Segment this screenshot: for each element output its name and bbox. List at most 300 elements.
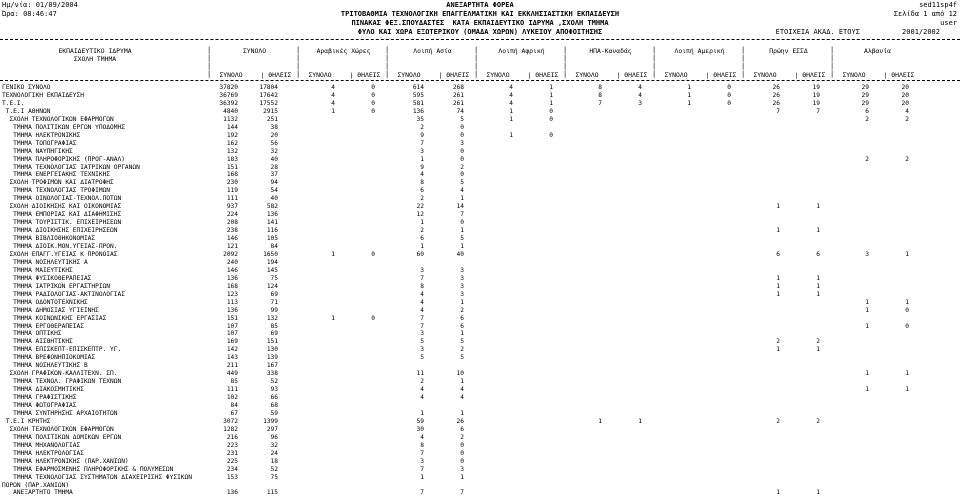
table-row: [0, 132, 960, 140]
cell-value: 5: [460, 179, 464, 187]
table-row: [0, 299, 960, 307]
cell-value: 56: [270, 139, 278, 147]
cell-value: 449: [226, 370, 238, 378]
row-label: ΤΜΗΜΑ ΤΕΧΝΟΛΟΓΙΑΣ ΤΡΟΦΙΜΩΝ: [2, 187, 111, 195]
cell-value: 29: [861, 91, 869, 99]
cell-value: 68: [270, 402, 278, 409]
cell-value: 60: [416, 250, 424, 258]
cell-value: 1: [420, 155, 424, 163]
cell-value: 37820: [219, 84, 238, 91]
cell-value: 4: [331, 91, 335, 99]
column-divider: | | | |: [563, 46, 568, 78]
column-divider: | | | |: [296, 46, 301, 78]
row-label: ΣΧΟΛΗ ΤΡΟΦΙΜΩΝ ΚΑΙ ΔΙΑΤΡΟΦΗΣ: [2, 179, 114, 187]
table-row: [0, 259, 960, 267]
cell-value: 2: [816, 417, 820, 425]
group-header-0: ΣΥΝΟΛΟ: [242, 47, 267, 55]
table-row: [0, 458, 960, 466]
row-label: ΤΜΗΜΑ ΔΙΟΙΚΗΣΗΣ ΕΠΙΧΕΙΡΗΣΕΩΝ: [2, 227, 118, 235]
cell-value: 1: [460, 378, 464, 386]
cell-value: 59: [270, 409, 278, 417]
cell-value: 3: [420, 346, 424, 354]
table-row: [0, 346, 960, 354]
row-label: ΤΜΗΜΑ ΗΛΕΚΤΡΟΛΟΓΙΑΣ: [2, 449, 84, 457]
cell-value: 1: [905, 250, 909, 258]
cell-value: 0: [460, 123, 464, 131]
cell-value: 3: [420, 457, 424, 465]
cell-value: 1: [816, 227, 820, 235]
sub-header-total: ΣΥΝΟΛΟ: [575, 71, 599, 79]
cell-value: 4: [420, 433, 424, 441]
table-row: [0, 156, 960, 164]
cell-value: 1: [776, 282, 780, 290]
cell-value: 1: [598, 417, 602, 425]
cell-value: 1: [331, 314, 335, 322]
report-code: sed11sp4f: [919, 1, 957, 9]
cell-value: 0: [371, 314, 375, 322]
table-row: [0, 251, 960, 259]
cell-value: 3: [638, 99, 642, 107]
cell-value: 59: [416, 417, 424, 425]
cell-value: 20: [901, 91, 909, 99]
cell-value: 937: [226, 203, 238, 211]
cell-value: 24: [270, 449, 278, 457]
cell-value: 132: [266, 314, 278, 322]
row-label: ΠΟΡΩΝ (ΠΑΡ.ΧΑΝΙΩΝ): [2, 481, 70, 489]
cell-value: 107: [226, 330, 238, 338]
cell-value: 6: [420, 235, 424, 243]
cell-value: 1: [509, 131, 513, 139]
cell-value: 192: [226, 131, 238, 139]
table-row: [0, 100, 960, 108]
group-header-5: Λοιπή Αμερική: [674, 47, 725, 55]
table-row: [0, 354, 960, 362]
cell-value: 84: [230, 402, 238, 409]
cell-value: 7: [420, 274, 424, 282]
cell-value: 7: [776, 107, 780, 115]
cell-value: 7: [460, 489, 464, 497]
cell-value: 85: [230, 378, 238, 386]
table-row: [0, 267, 960, 275]
sub-header-female: | ΘΗΛΕΙΣ: [883, 71, 915, 79]
cell-value: 230: [226, 179, 238, 187]
academic-year: ΕΤΟΙΧΕΙΑ ΑΚΑΔ. ΕΤΟΥΣ 2001/2002: [775, 28, 940, 36]
user-name: user: [940, 19, 957, 27]
row-label: ΤΜΗΜΑ ΔΙΑΚΟΣΜΗΤΙΚΗΣ: [2, 386, 84, 394]
cell-value: 0: [460, 457, 464, 465]
cell-value: 1132: [223, 115, 238, 123]
cell-value: 1: [420, 473, 424, 481]
cell-value: 168: [226, 171, 238, 179]
cell-value: 3: [420, 330, 424, 338]
cell-value: 5: [420, 354, 424, 362]
cell-value: 582: [266, 203, 278, 211]
row-label: ΤΜΗΜΑ ΗΛΕΚΤΡΟΝΙΚΗΣ: [2, 131, 81, 139]
column-divider: | | | |: [385, 46, 390, 78]
cell-value: 40: [270, 155, 278, 163]
table-row: [0, 140, 960, 148]
cell-value: 1: [816, 489, 820, 497]
row-label: ΤΜΗΜΑ ΜΗΧΑΝΟΛΟΓΙΑΣ: [2, 441, 81, 449]
cell-value: 183: [226, 155, 238, 163]
cell-value: 111: [226, 386, 238, 394]
cell-value: 2: [420, 195, 424, 203]
cell-value: 17804: [259, 84, 278, 91]
cell-value: 85: [270, 322, 278, 330]
cell-value: 1: [865, 306, 869, 314]
cell-value: 3072: [223, 417, 238, 425]
cell-value: 153: [226, 473, 238, 481]
table-row: [0, 275, 960, 283]
row-label: ΣΧΟΛΗ ΓΡΑΦΙΚΩΝ-ΚΑΛΛΙΤΕΧΝ. ΣΠ.: [2, 370, 118, 378]
cell-value: 11: [416, 370, 424, 378]
cell-value: 146: [226, 266, 238, 274]
cell-value: 1: [460, 409, 464, 417]
table-row: [0, 211, 960, 219]
sub-header-female: | ΘΗΛΕΙΣ: [527, 71, 559, 79]
row-label: Τ.Ε.Ι ΑΘΗΝΩΝ: [2, 107, 51, 115]
cell-value: 1: [905, 370, 909, 378]
cell-value: 4840: [223, 107, 238, 115]
group-header-2: Λοιπή Ασία: [413, 47, 452, 55]
cell-value: 169: [226, 338, 238, 346]
row-label: ΤΜΗΜΑ ΦΩΤΟΓΡΑΦΙΑΣ: [2, 402, 77, 409]
row-label: ΤΜΗΜΑ ΓΡΑΦΙΣΤΙΚΗΣ: [2, 394, 77, 402]
cell-value: 3: [420, 147, 424, 155]
table-row: [0, 195, 960, 203]
cell-value: 2092: [223, 250, 238, 258]
cell-value: 7: [420, 322, 424, 330]
cell-value: 6: [460, 425, 464, 433]
sub-header-female: | ΘΗΛΕΙΣ: [438, 71, 470, 79]
cell-value: 69: [270, 290, 278, 298]
cell-value: 0: [727, 91, 731, 99]
cell-value: 22: [416, 203, 424, 211]
cell-value: 216: [226, 433, 238, 441]
table-row: [0, 426, 960, 434]
cell-value: 1: [460, 330, 464, 338]
cell-value: 1: [331, 107, 335, 115]
row-label: ΤΜΗΜΑ ΝΟΣΗΛΕΥΤΙΚΗΣ Β: [2, 362, 88, 370]
group-header-7: Αλβανία: [864, 47, 891, 55]
cell-value: 124: [266, 282, 278, 290]
cell-value: 54: [270, 187, 278, 195]
cell-value: 146: [226, 235, 238, 243]
cell-value: 74: [456, 107, 464, 115]
cell-value: 1: [549, 91, 553, 99]
cell-value: 20: [270, 131, 278, 139]
table-row: [0, 227, 960, 235]
cell-value: 194: [266, 258, 278, 266]
cell-value: 151: [226, 163, 238, 171]
row-label: ΤΜΗΜΑ ΑΙΣΘΗΤΙΚΗΣ: [2, 338, 73, 346]
row-label: ΤΕΧΝΟΛΟΓΙΚΗ ΕΚΠΑΙΔΕΥΣΗ: [2, 91, 84, 99]
cell-value: 1: [509, 115, 513, 123]
cell-value: 581: [412, 99, 424, 107]
cell-value: 162: [226, 139, 238, 147]
table-row: [0, 378, 960, 386]
print-date: Ημ/νία: 01/09/2004: [2, 1, 78, 9]
print-time: Ώρα: 08:46:47: [2, 10, 57, 18]
cell-value: 5: [460, 354, 464, 362]
cell-value: 268: [452, 84, 464, 91]
table-row: [0, 235, 960, 243]
sub-header-total: ΣΥΝΟΛΟ: [664, 71, 688, 79]
row-label: ΤΜΗΜΑ ΚΟΙΝΩΝΙΚΗΣ ΕΡΓΑΣΙΑΣ: [2, 314, 107, 322]
table-row: [0, 362, 960, 370]
table-row: [0, 402, 960, 410]
row-label: ΤΜΗΜΑ ΠΟΛΙΤΙΚΩΝ ΕΡΓΩΝ ΥΠΟΔΟΜΗΣ: [2, 123, 125, 131]
cell-value: 4: [509, 84, 513, 91]
cell-value: 7: [420, 314, 424, 322]
cell-value: 4: [420, 394, 424, 402]
table-row: [0, 330, 960, 338]
cell-value: 139: [266, 354, 278, 362]
cell-value: 3: [420, 266, 424, 274]
cell-value: 116: [266, 227, 278, 235]
cell-value: 0: [460, 131, 464, 139]
cell-value: 0: [460, 171, 464, 179]
cell-value: 0: [460, 147, 464, 155]
column-school-label: ΣΧΟΛΗ ΤΜΗΜΑ: [73, 55, 117, 63]
sub-header-total: ΣΥΝΟΛΟ: [842, 71, 866, 79]
row-label: ΣΧΟΛΗ ΤΕΧΝΟΛΟΓΙΚΩΝ ΕΦΑΡΜΟΓΩΝ: [2, 115, 114, 123]
row-label: ΤΜΗΜΑ ΤΕΧΝΟΛ. ΓΡΑΦΙΚΩΝ ΤΕΧΝΩΝ: [2, 378, 122, 386]
cell-value: 167: [266, 362, 278, 370]
cell-value: 40: [270, 195, 278, 203]
cell-value: 19: [812, 84, 820, 91]
cell-value: 0: [549, 107, 553, 115]
cell-value: 151: [226, 314, 238, 322]
cell-value: 26: [772, 84, 780, 91]
table-row: [0, 124, 960, 132]
report-subtitle: ΠΙΝΑΚΑΣ ΦΕΞ.ΣΠΟΥΔΑΣΤΕΣ ΚΑΤΑ ΕΚΠΑΙΔΕΥΤΙΚΟ ΙΔΡΥΜΑ ,ΣΧΟΛΗ ΤΜΗΜΑ: [351, 19, 609, 27]
cell-value: 1: [865, 370, 869, 378]
cell-value: 225: [226, 457, 238, 465]
cell-value: 1: [816, 282, 820, 290]
cell-value: 6: [865, 107, 869, 115]
table-row: [0, 148, 960, 156]
row-label: ΤΜΗΜΑ ΣΥΝΤΗΡΗΣΗΣ ΑΡΧΑΙΟΤΗΤΩΝ: [2, 409, 118, 417]
row-label: ΤΜΗΜΑ ΤΟΥΡΙΣΤΙΚ. ΕΠΙΧΕΙΡΗΣΕΩΝ: [2, 219, 122, 227]
row-label: ΤΜΗΜΑ ΔΙΟΙΚ.ΜΟΝ.ΥΓΕΙΑΣ-ΠΡΟΝ.: [2, 243, 118, 250]
cell-value: 1: [776, 346, 780, 354]
table-row: [0, 442, 960, 450]
table-row: [0, 315, 960, 323]
report-title: ΤΡΙΤΟΒΑΘΜΙΑ ΤΕΧΝΟΛΟΓΙΚΗ ΕΠΑΓΓΕΛΜΑΤΙΚΗ ΚΑΙ ΕΚΚΛΗΣΙΑΣΤΙΚΗ ΕΚΠΑΙΔΕΥΣΗ: [340, 10, 620, 18]
cell-value: 102: [226, 394, 238, 402]
row-label: ΤΜΗΜΑ ΔΗΜΟΣΙΑΣ ΥΓΙΕΙΝΗΣ: [2, 306, 99, 314]
row-label: ΤΜΗΜΑ ΕΠΙΣΚΕΠΤ-ΕΠΙΣΚΕΠΤΡ. ΥΓ.: [2, 346, 122, 354]
cell-value: 2: [776, 338, 780, 346]
cell-value: 261: [452, 91, 464, 99]
cell-value: 19: [812, 99, 820, 107]
cell-value: 614: [412, 84, 424, 91]
cell-value: 8: [598, 84, 602, 91]
cell-value: 94: [270, 179, 278, 187]
cell-value: 224: [226, 211, 238, 219]
column-divider: | | | |: [741, 46, 746, 78]
cell-value: 3: [460, 465, 464, 473]
cell-value: 5: [420, 338, 424, 346]
cell-value: 4: [420, 386, 424, 394]
cell-value: 1: [509, 107, 513, 115]
cell-value: 32: [270, 147, 278, 155]
cell-value: 4: [331, 84, 335, 91]
cell-value: 1: [776, 489, 780, 497]
sub-header-female: | ΘΗΛΕΙΣ: [260, 71, 292, 79]
cell-value: 595: [412, 91, 424, 99]
table-row: [0, 187, 960, 195]
row-label: ΤΜΗΜΑ ΒΙΒΛΙΟΘΗΚΟΝΟΜΙΑΣ: [2, 235, 96, 243]
cell-value: 1: [776, 274, 780, 282]
cell-value: 7: [420, 449, 424, 457]
cell-value: 142: [226, 346, 238, 354]
table-row: [0, 243, 960, 251]
cell-value: 84: [270, 243, 278, 250]
column-divider: | | | |: [207, 46, 212, 78]
cell-value: 240: [226, 258, 238, 266]
cell-value: 18: [270, 457, 278, 465]
table-row: [0, 179, 960, 187]
table-row: [0, 323, 960, 331]
cell-value: 29: [861, 84, 869, 91]
cell-value: 0: [905, 322, 909, 330]
cell-value: 2915: [263, 107, 278, 115]
cell-value: 2: [865, 155, 869, 163]
row-label: ΤΜΗΜΑ ΟΙΝΟΛΟΓΙΑΣ-ΤΕΧΝΟΛ.ΠΟΤΩΝ: [2, 195, 122, 203]
cell-value: 143: [226, 354, 238, 362]
cell-value: 136: [412, 107, 424, 115]
cell-value: 4: [420, 171, 424, 179]
column-divider: | | | |: [652, 46, 657, 78]
cell-value: 1: [420, 409, 424, 417]
table-row: [0, 171, 960, 179]
cell-value: 0: [549, 115, 553, 123]
cell-value: 1: [549, 84, 553, 91]
table-row: [0, 283, 960, 291]
row-label: ΤΜΗΜΑ ΤΟΠΟΓΡΑΦΙΑΣ: [2, 139, 77, 147]
table-row: [0, 394, 960, 402]
sub-header-female: | ΘΗΛΕΙΣ: [705, 71, 737, 79]
cell-value: 1: [905, 298, 909, 306]
cell-value: 32: [270, 441, 278, 449]
cell-value: 1: [776, 227, 780, 235]
cell-value: 1: [460, 227, 464, 235]
cell-value: 40: [456, 250, 464, 258]
cell-value: 2: [905, 155, 909, 163]
row-label: ΤΜΗΜΑ ΕΜΠΟΡΙΑΣ ΚΑΙ ΔΙΑΦΗΜΙΣΗΣ: [2, 211, 122, 219]
row-label: ΤΜΗΜΑ ΟΔΟΝΤΟΤΕΧΝΙΚΗΣ: [2, 298, 88, 306]
cell-value: 14: [456, 203, 464, 211]
cell-value: 261: [452, 99, 464, 107]
cell-value: 0: [371, 84, 375, 91]
cell-value: 1: [460, 473, 464, 481]
table-row: [0, 450, 960, 458]
cell-value: 9: [420, 131, 424, 139]
cell-value: 0: [460, 441, 464, 449]
cell-value: 7: [420, 139, 424, 147]
cell-value: 2: [420, 123, 424, 131]
table-row: [0, 370, 960, 378]
data-table: [0, 84, 960, 497]
cell-value: 12: [416, 211, 424, 219]
cell-value: 0: [371, 99, 375, 107]
cell-value: 1: [420, 219, 424, 227]
cell-value: 69: [270, 330, 278, 338]
row-label: Τ.Ε.Ι.: [2, 99, 25, 107]
cell-value: 121: [226, 243, 238, 250]
cell-value: 136: [266, 211, 278, 219]
cell-value: 0: [905, 306, 909, 314]
row-label: ΓΕΝΙΚΟ ΣΥΝΟΛΟ: [2, 84, 51, 91]
cell-value: 136: [226, 306, 238, 314]
cell-value: 38: [270, 123, 278, 131]
cell-value: 119: [226, 187, 238, 195]
cell-value: 3: [460, 290, 464, 298]
cell-value: 4: [460, 386, 464, 394]
row-label: Τ.Ε.Ι ΚΡΗΤΗΣ: [2, 417, 51, 425]
cell-value: 3: [460, 282, 464, 290]
cell-value: 1: [816, 274, 820, 282]
cell-value: 2: [460, 346, 464, 354]
row-label: ΑΝΕΞΑΡΤΗΤΟ ΤΜΗΜΑ: [2, 489, 73, 497]
table-row: [0, 108, 960, 116]
separator-top: [0, 39, 960, 40]
cell-value: 1650: [263, 250, 278, 258]
cell-value: 168: [226, 282, 238, 290]
table-row: [0, 338, 960, 346]
cell-value: 4: [638, 91, 642, 99]
row-label: ΤΜΗΜΑ ΜΑΙΕΥΤΙΚΗΣ: [2, 266, 73, 274]
row-label: ΤΜΗΜΑ ΦΥΣΙΚΟΘΕΡΑΠΕΙΑΣ: [2, 274, 92, 282]
cell-value: 0: [371, 107, 375, 115]
group-header-4: ΗΠΑ-Καναδάς: [589, 47, 632, 55]
table-row: [0, 307, 960, 315]
table-row: [0, 410, 960, 418]
cell-value: 0: [371, 250, 375, 258]
cell-value: 145: [266, 266, 278, 274]
cell-value: 4: [420, 298, 424, 306]
sub-header-female: | ΘΗΛΕΙΣ: [349, 71, 381, 79]
cell-value: 1: [865, 386, 869, 394]
row-label: ΤΜΗΜΑ ΙΑΤΡΙΚΩΝ ΕΡΓΑΣΤΗΡΙΩΝ: [2, 282, 111, 290]
cell-value: 8: [598, 91, 602, 99]
cell-value: 141: [266, 219, 278, 227]
cell-value: 52: [270, 465, 278, 473]
cell-value: 113: [226, 298, 238, 306]
cell-value: 234: [226, 465, 238, 473]
cell-value: 136: [226, 274, 238, 282]
cell-value: 132: [226, 147, 238, 155]
column-divider: | | | |: [830, 46, 835, 78]
row-label: ΤΜΗΜΑ ΡΑΔΙΟΛΟΓΙΑΣ-ΑΚΤΙΝΟΛΟΓΙΑΣ: [2, 290, 125, 298]
cell-value: 4: [460, 187, 464, 195]
cell-value: 238: [226, 227, 238, 235]
group-header-6: Πρώην ΕΣΣΔ: [769, 47, 808, 55]
cell-value: 4: [905, 107, 909, 115]
cell-value: 2: [420, 378, 424, 386]
cell-value: 123: [226, 290, 238, 298]
cell-value: 1: [905, 386, 909, 394]
cell-value: 1: [549, 99, 553, 107]
cell-value: 17552: [259, 99, 278, 107]
cell-value: 26: [772, 99, 780, 107]
cell-value: 4: [638, 84, 642, 91]
sub-header-total: ΣΥΝΟΛΟ: [753, 71, 777, 79]
table-row: [0, 418, 960, 426]
cell-value: 297: [266, 425, 278, 433]
